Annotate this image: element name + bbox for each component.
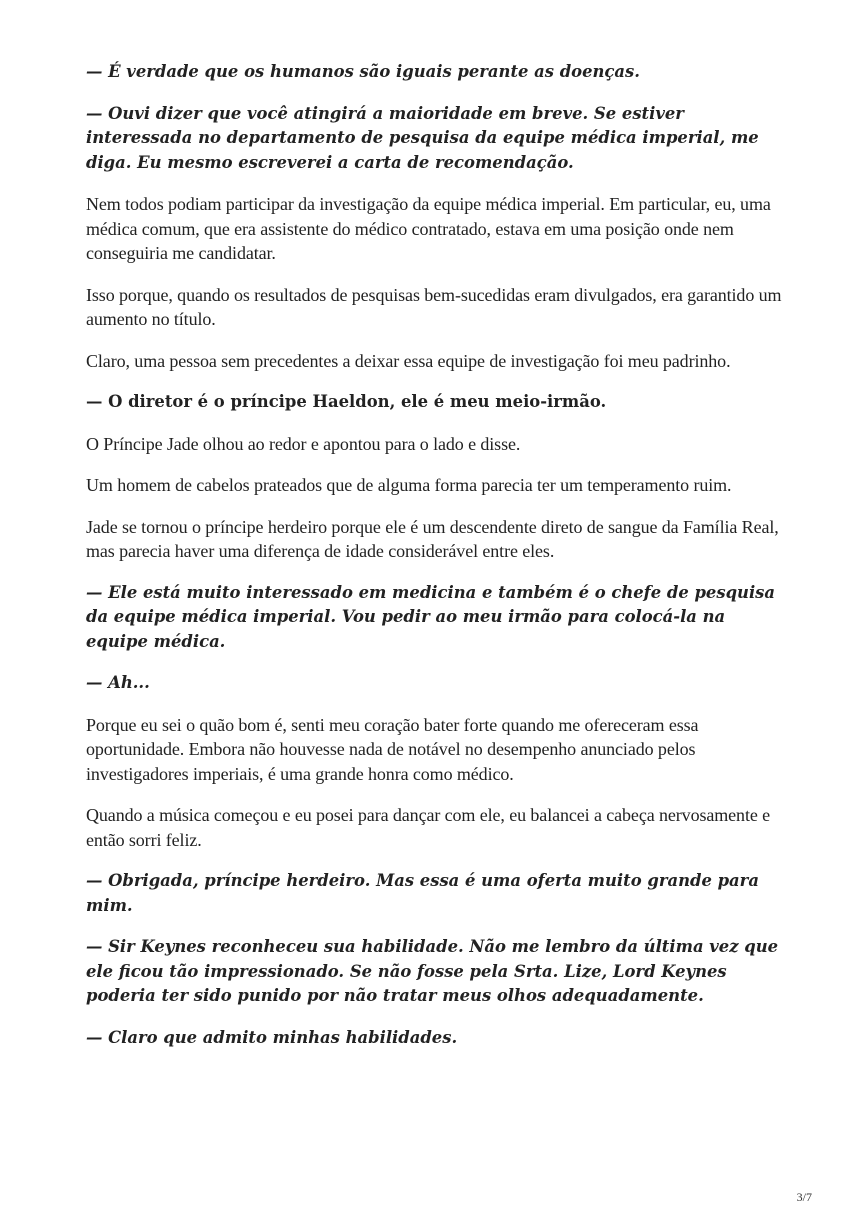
narration-paragraph: Um homem de cabelos prateados que de alguma forma parecia ter um temperamento ruim. [86, 475, 732, 495]
page-number: 3/7 [796, 1190, 812, 1204]
dialog-paragraph: — Ah... [86, 673, 150, 692]
dialog-paragraph: — Ele está muito interessado em medicina e também é o chefe de pesquisa da equipe médica imperial. Vou pedir ao meu irmão para colocá-la na equipe médica. [86, 582, 776, 651]
dialog-paragraph: — O diretor é o príncipe Haeldon, ele é meu meio-irmão. [86, 392, 607, 411]
narration-paragraph: Porque eu sei o quão bom é, senti meu coração bater forte quando me ofereceram essa oportunidade. Embora não houvesse nada de notável no desempenho anunciado pelos investigadores imperiais, é uma grande honra como médico. [86, 714, 699, 784]
narration-paragraph: Jade se tornou o príncipe herdeiro porque ele é um descendente direto de sangue da Família Real, mas parecia haver uma diferença de idade considerável entre eles. [86, 516, 779, 561]
narration-paragraph: Claro, uma pessoa sem precedentes a deixar essa equipe de investigação foi meu padrinho. [86, 350, 731, 371]
document-body [86, 60, 786, 1067]
dialog-paragraph: — Claro que admito minhas habilidades. [86, 1027, 458, 1047]
narration-paragraph: Nem todos podiam participar da investigação da equipe médica imperial. Em particular, eu, uma médica comum, que era assistente do médico contratado, estava em uma posição onde nem conseguiria me candidatar. [86, 194, 771, 263]
dialog-paragraph: — Obrigada, príncipe herdeiro. Mas essa é uma oferta muito grande para mim. [86, 871, 759, 915]
dialog-paragraph: — É verdade que os humanos são iguais perante as doenças. [86, 62, 640, 81]
narration-paragraph: O Príncipe Jade olhou ao redor e apontou para o lado e disse. [86, 433, 521, 454]
narration-paragraph: Quando a música começou e eu posei para dançar com ele, eu balancei a cabeça nervosamente e então sorri feliz. [86, 805, 771, 850]
narration-paragraph: Isso porque, quando os resultados de pesquisas bem-sucedidas eram divulgados, era garantido um aumento no título. [86, 284, 782, 329]
dialog-paragraph: — Sir Keynes reconheceu sua habilidade. Não me lembro da última vez que ele ficou tão impressionado. Se não fosse pela Srta. Lize, Lord Keynes poderia ter sido punido por não tratar meus olhos adequadamente. [86, 937, 779, 1005]
dialog-paragraph: — Ouvi dizer que você atingirá a maioridade em breve. Se estiver interessada no departamento de pesquisa da equipe médica imperial, me diga. Eu mesmo escreverei a carta de recomendação. [86, 103, 759, 172]
